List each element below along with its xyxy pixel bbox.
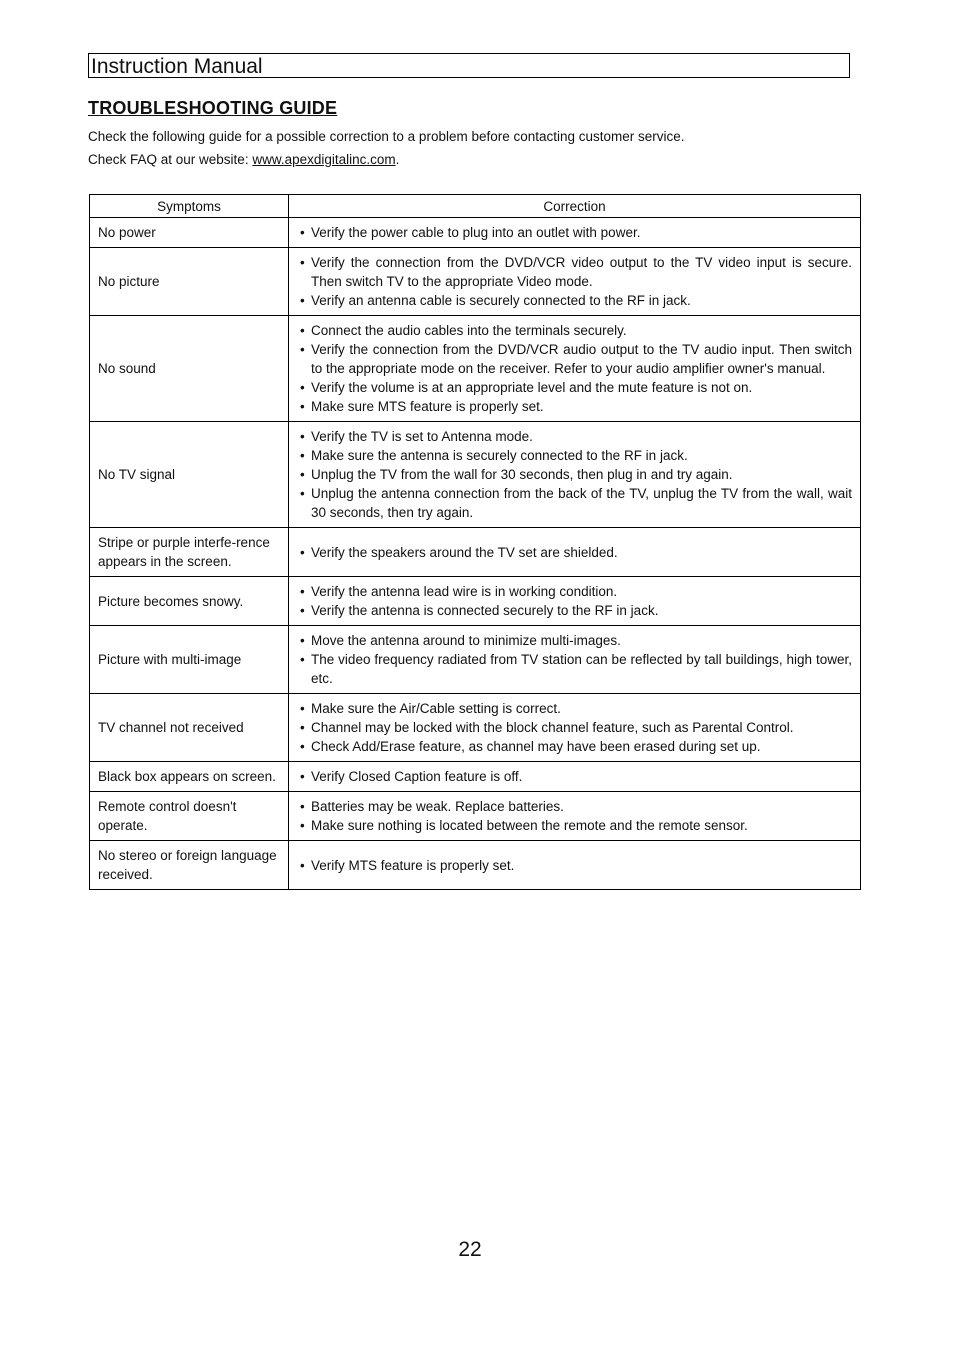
correction-item: • Make sure the Air/Cable setting is correct. bbox=[300, 699, 852, 718]
table-row bbox=[90, 316, 861, 422]
correction-item: • Unplug the TV from the wall for 30 seconds, then plug in and try again. bbox=[300, 465, 852, 484]
correction-item: • Verify the speakers around the TV set are shielded. bbox=[300, 543, 852, 562]
faq-line bbox=[88, 151, 399, 169]
symptom-cell: Remote control doesn't operate. bbox=[90, 792, 289, 841]
symptom-cell: No sound bbox=[90, 316, 289, 422]
correction-item: • The video frequency radiated from TV station can be reflected by tall buildings, high tower, etc. bbox=[300, 650, 852, 688]
correction-item: • Make sure nothing is located between the remote and the remote sensor. bbox=[300, 816, 852, 835]
section-title: TROUBLESHOOTING GUIDE bbox=[88, 98, 338, 118]
troubleshooting-table bbox=[89, 194, 861, 890]
symptom-cell: No picture bbox=[90, 248, 289, 316]
correction-cell bbox=[289, 248, 861, 316]
correction-item: • Verify Closed Caption feature is off. bbox=[300, 767, 852, 786]
table-row bbox=[90, 577, 861, 626]
correction-item: • Connect the audio cables into the terminals securely. bbox=[300, 321, 852, 340]
table-row bbox=[90, 218, 861, 248]
correction-item: • Verify the antenna is connected securely to the RF in jack. bbox=[300, 601, 852, 620]
correction-item: • Verify the connection from the DVD/VCR video output to the TV video input is secure. Then switch TV to the appropriate Video mode. bbox=[300, 253, 852, 291]
table-row bbox=[90, 694, 861, 762]
correction-cell bbox=[289, 626, 861, 694]
symptom-cell: No TV signal bbox=[90, 422, 289, 528]
table-row bbox=[90, 841, 861, 890]
correction-item: • Verify MTS feature is properly set. bbox=[300, 856, 852, 875]
correction-item: • Verify the TV is set to Antenna mode. bbox=[300, 427, 852, 446]
faq-suffix: . bbox=[395, 152, 400, 167]
correction-item: • Channel may be locked with the block channel feature, such as Parental Control. bbox=[300, 718, 852, 737]
symptom-cell: No power bbox=[90, 218, 289, 248]
correction-item: • Unplug the antenna connection from the back of the TV, unplug the TV from the wall, wait 30 seconds, then try again. bbox=[300, 484, 852, 522]
correction-item: • Verify the volume is at an appropriate level and the mute feature is not on. bbox=[300, 378, 852, 397]
correction-cell bbox=[289, 316, 861, 422]
correction-item: • Batteries may be weak. Replace batteries. bbox=[300, 797, 852, 816]
correction-item: • Verify an antenna cable is securely connected to the RF in jack. bbox=[300, 291, 852, 310]
correction-cell bbox=[289, 218, 861, 248]
symptom-cell: TV channel not received bbox=[90, 694, 289, 762]
table-header-row bbox=[90, 195, 861, 218]
manual-title: Instruction Manual bbox=[91, 55, 263, 78]
header-box bbox=[88, 53, 850, 78]
correction-item: • Verify the antenna lead wire is in working condition. bbox=[300, 582, 852, 601]
column-header-symptoms: Symptoms bbox=[90, 195, 289, 218]
table-body bbox=[90, 218, 861, 890]
correction-item: • Check Add/Erase feature, as channel may have been erased during set up. bbox=[300, 737, 852, 756]
correction-item: • Move the antenna around to minimize multi-images. bbox=[300, 631, 852, 650]
correction-item: • Verify the power cable to plug into an outlet with power. bbox=[300, 223, 852, 242]
symptom-cell: Picture becomes snowy. bbox=[90, 577, 289, 626]
symptom-cell: Stripe or purple interfe-rence appears in the screen. bbox=[90, 528, 289, 577]
table-row bbox=[90, 528, 861, 577]
faq-prefix: Check FAQ at our website: bbox=[88, 152, 253, 167]
symptom-cell: Picture with multi-image bbox=[90, 626, 289, 694]
correction-cell bbox=[289, 422, 861, 528]
correction-cell bbox=[289, 577, 861, 626]
intro-text: Check the following guide for a possible correction to a problem before contacting customer service. bbox=[88, 129, 685, 144]
table-row bbox=[90, 248, 861, 316]
website-link[interactable]: www.apexdigitalinc.com bbox=[252, 152, 396, 167]
symptom-cell: No stereo or foreign language received. bbox=[90, 841, 289, 890]
correction-cell bbox=[289, 841, 861, 890]
symptom-cell: Black box appears on screen. bbox=[90, 762, 289, 792]
page-number: 22 bbox=[458, 1238, 482, 1261]
correction-cell bbox=[289, 762, 861, 792]
correction-item: • Make sure MTS feature is properly set. bbox=[300, 397, 852, 416]
table-row bbox=[90, 792, 861, 841]
correction-item: • Verify the connection from the DVD/VCR audio output to the TV audio input. Then switch to the appropriate mode on the receiver. Refer to your audio amplifier owner's manual. bbox=[300, 340, 852, 378]
column-header-correction: Correction bbox=[289, 195, 861, 218]
correction-cell bbox=[289, 528, 861, 577]
correction-item: • Make sure the antenna is securely connected to the RF in jack. bbox=[300, 446, 852, 465]
table-row bbox=[90, 626, 861, 694]
table-row bbox=[90, 762, 861, 792]
correction-cell bbox=[289, 792, 861, 841]
correction-cell bbox=[289, 694, 861, 762]
table-row bbox=[90, 422, 861, 528]
